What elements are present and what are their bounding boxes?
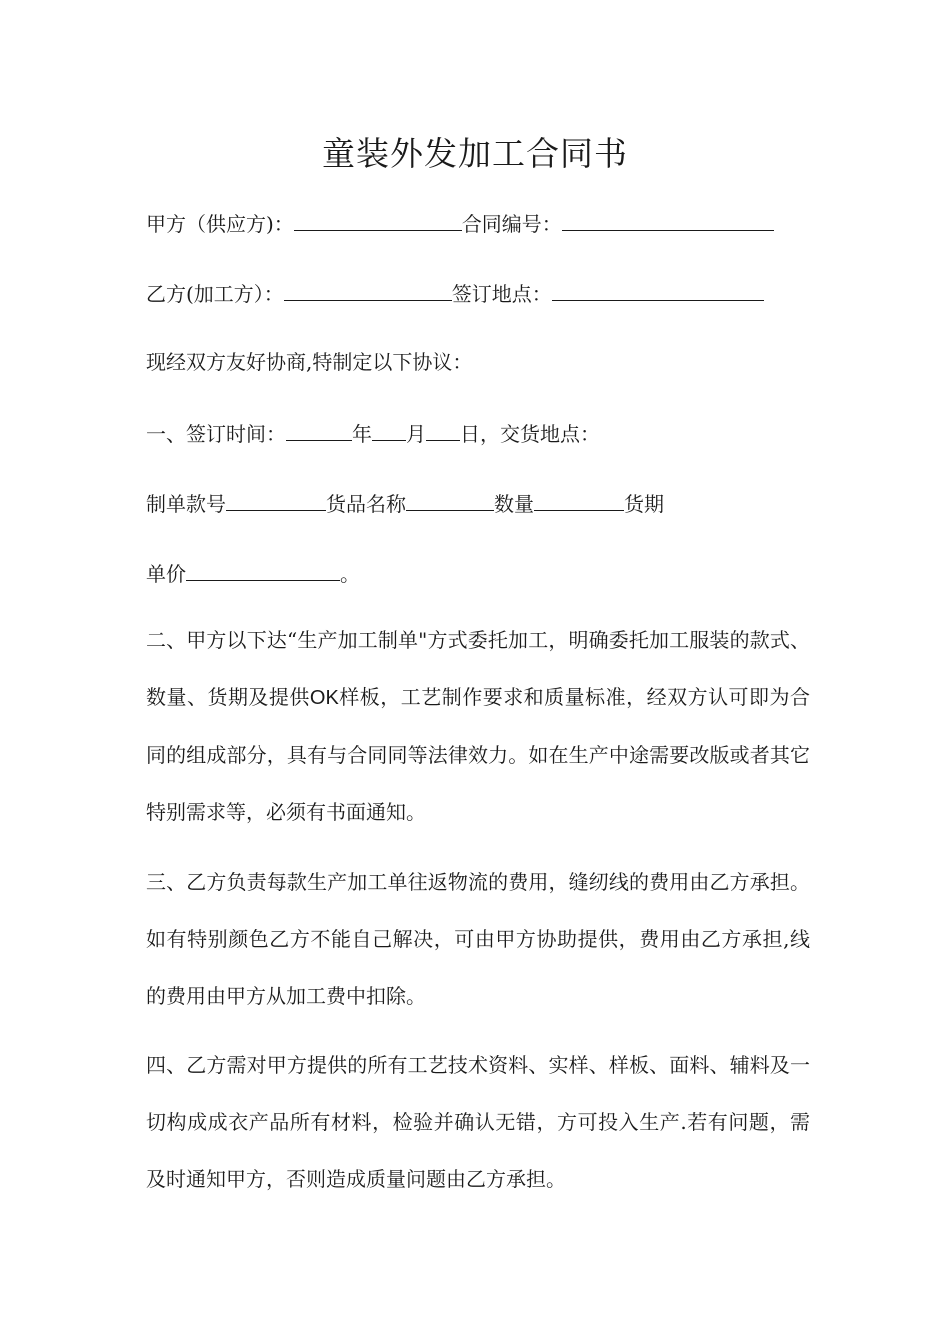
clause-4: 四、乙方需对甲方提供的所有工艺技术资料、实样、样板、面料、辅料及一切构成成衣产品所有材料，检验并确认无错，方可投入生产.若有问题，需及时通知甲方，否则造成质量问题由乙方承担。 [146, 1053, 810, 1191]
clause-2-part1: 二、甲方以下达“生产加工制单"方式委托加工，明确委托加工服装的款式、数量、货期及提供 [146, 628, 810, 709]
clause-2-ok: OK [309, 687, 339, 709]
party-b-blank [284, 278, 452, 301]
clause-3: 三、乙方负责每款生产加工单往返物流的费用，缝纫线的费用由乙方承担。如有特别颜色乙方不能自己解决，可由甲方协助提供，费用由乙方承担,线的费用由甲方从加工费中扣除。 [146, 870, 810, 1008]
day-blank [426, 418, 460, 441]
month-label: 月 [406, 422, 426, 446]
delivery-label: 货期 [624, 492, 664, 516]
clause-2 [146, 612, 810, 841]
order-no-blank [226, 488, 326, 511]
unit-price-label: 单价 [146, 562, 186, 586]
goods-name-blank [406, 488, 494, 511]
quantity-blank [534, 488, 624, 511]
order-no-label: 制单款号 [146, 492, 226, 516]
unit-price-line [146, 558, 816, 588]
sign-time-label: 一、签订时间： [146, 422, 286, 446]
quantity-label: 数量 [494, 492, 534, 516]
year-blank [286, 418, 352, 441]
contract-no-blank [562, 208, 774, 231]
clause-2-part2: 样板，工艺制作要求和质量标准，经双方认可即为合同的组成部分，具有与合同同等法律效力。如在生产中途需要改版或者其它特别需求等，必须有书面通知。 [146, 685, 811, 824]
year-label: 年 [352, 422, 372, 446]
sign-place-blank [552, 278, 764, 301]
sign-place-label: 签订地点： [451, 282, 552, 306]
sign-time-line [146, 418, 816, 448]
unit-price-blank [186, 558, 340, 581]
document-title: 童装外发加工合同书 [322, 134, 628, 173]
party-b-line [146, 278, 816, 308]
unit-price-period: 。 [340, 562, 360, 586]
contract-no-label: 合同编号： [461, 212, 562, 236]
party-b-label: 乙方(加工方）： [146, 282, 284, 306]
party-a-label: 甲方（供应方)： [146, 212, 294, 236]
party-a-blank [294, 208, 462, 231]
order-line [146, 488, 816, 518]
party-a-line [146, 208, 816, 238]
goods-name-label: 货品名称 [326, 492, 406, 516]
intro-line: 现经双方友好协商,特制定以下协议： [146, 350, 473, 374]
day-label: 日，交货地点： [460, 422, 600, 446]
month-blank [372, 418, 406, 441]
